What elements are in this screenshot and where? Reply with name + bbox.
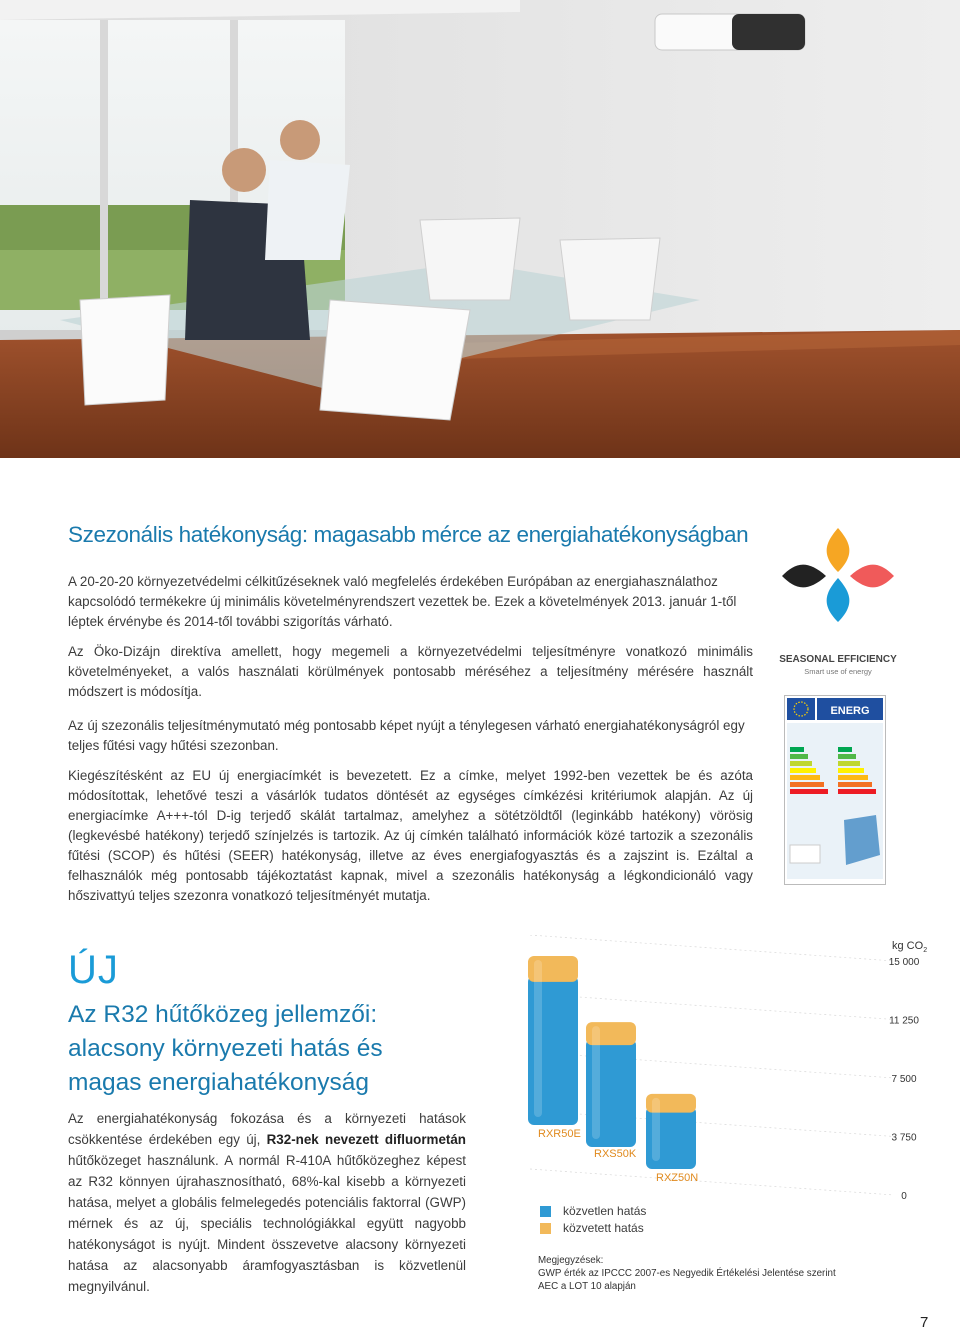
seasonal-efficiency-logo bbox=[776, 520, 900, 680]
gridline bbox=[530, 1111, 894, 1137]
legend-indirect bbox=[540, 1221, 644, 1235]
unit-label: kg $CO_2$ bbox=[892, 940, 928, 954]
bar-highlight bbox=[592, 1026, 600, 1139]
category-label: RXZ50N bbox=[656, 1172, 699, 1184]
co2-chart-svg bbox=[500, 935, 940, 1205]
page-number: 7 bbox=[920, 1314, 929, 1331]
y-tick-label: 3 750 bbox=[891, 1132, 917, 1144]
r32-body-after: hűtőközeget használunk. A normál R-410A hűtőközeghez képest az R32 könnyen újrahasznosítható, 68%-kal kisebb a környezeti hatása, melyet a globális felmelegedés potenciális faktorral (GWP) mérnek és az új, speciális technológiákkal együtt nagyobb hatékonyságot is nyújt. Mindent összevetve alacsony környezeti hatása az alacsonyabb áramfogyasztásban is közvetlenül megnyilvánul. bbox=[68, 1153, 466, 1294]
legend-direct-label: közvetlen hatás bbox=[563, 1204, 647, 1218]
gridline bbox=[530, 994, 894, 1020]
energy-label-paragraph: Kiegészítésként az EU új energiacímkét is bevezetett. Ez a címke, melyet 1992-ben vezettek be és azóta módosítottak, lehetővé teszi a vásárlók tudatos döntését az egységes címkézési kritériumok alapján. Az új energiacímke A+++-tól D-ig terjedő skálát tartalmaz, amelyhez a sötétzöldtől (leginkább hatékony) vörösig (legkevésbé hatékony) terjedő színjelzés is tartozik. Az új címkén található információk közé tartozik a szezonális fűtési (SCOP) és hűtési (SEER) hatékonyság, illetve az éves energiafogyasztás és a zajszint is. Ezáltal a felhasználók még pontosabb tájékoztatást kapnak, mivel a szezonális hatékonyság a légkondicionáló vagy hőszivattyú teljes szezonra vonatkozó teljesítményét mutatja. bbox=[68, 768, 753, 903]
category-label: RXS50K bbox=[594, 1148, 637, 1160]
eu-energy-label-image bbox=[784, 695, 886, 885]
hero-photo bbox=[0, 0, 960, 458]
gridline bbox=[530, 1052, 894, 1078]
logo-subtitle: Smart use of energy bbox=[804, 667, 872, 676]
y-tick-label: 15 000 bbox=[888, 957, 920, 968]
y-tick-label: 0 bbox=[901, 1191, 907, 1202]
energy-label-title: ENERG bbox=[830, 705, 870, 717]
new-badge: ÚJ bbox=[68, 948, 119, 992]
y-tick-label: 11 250 bbox=[889, 1015, 919, 1027]
chart-notes bbox=[538, 1254, 836, 1294]
legend-indirect-label: közvetett hatás bbox=[563, 1221, 644, 1235]
gridline bbox=[530, 935, 894, 961]
ecodesign-paragraph: Az Öko-Dizájn direktíva amellett, hogy megemeli a környezetvédelmi teljesítményre vonatkozó minimális követelményeket, a valós használati körülmények pontosabb méréséhez a teljesítmény mérésére használt módszert is módosítja. bbox=[68, 644, 753, 699]
y-tick-label: 7 500 bbox=[891, 1074, 917, 1085]
r32-body-before: Az energiahatékonyság fokozása és a környezeti hatások csökkentése érdekében egy új, bbox=[68, 1111, 466, 1147]
bar-highlight bbox=[534, 960, 542, 1117]
bar-highlight bbox=[652, 1098, 660, 1161]
co2-chart bbox=[500, 935, 940, 1205]
legend-direct-swatch bbox=[540, 1206, 551, 1217]
legend-indirect-swatch bbox=[540, 1223, 551, 1234]
notes-line: GWP érték az IPCCC 2007-es Negyedik Értékelési Jelentése szerint bbox=[538, 1268, 836, 1280]
seasonal-paragraph: Az új szezonális teljesítménymutató még pontosabb képet nyújt a ténylegesen várható energiahatékonyságról egy teljes fűtési vagy hűtési szezonban. bbox=[68, 718, 745, 753]
gridline bbox=[530, 1169, 894, 1195]
category-label: RXR50E bbox=[538, 1128, 581, 1140]
section-title: Szezonális hatékonyság: magasabb mérce az energiahatékonyságban bbox=[68, 522, 749, 547]
r32-body bbox=[68, 1108, 466, 1297]
legend-direct bbox=[540, 1204, 646, 1218]
notes-heading: Megjegyzések: bbox=[538, 1255, 604, 1266]
r32-body-bold: R32-nek nevezett difluormetán bbox=[266, 1132, 466, 1147]
intro-paragraph: A 20-20-20 környezetvédelmi célkitűzéseknek való megfelelés érdekében Európában az energiahasználathoz kapcsolódó termékekre új minimális követelményrendszert vezettek be. Ezek a követelmények 2013. január 1-től léptek érvénybe és 2014-től további szigorítás várható. bbox=[68, 574, 737, 629]
notes-line: AEC a LOT 10 alapján bbox=[538, 1281, 636, 1293]
r32-title: Az R32 hűtőközeg jellemzői: alacsony környezeti hatás és magas energiahatékonyság bbox=[68, 1001, 383, 1096]
logo-title: SEASONAL EFFICIENCY bbox=[779, 654, 897, 665]
